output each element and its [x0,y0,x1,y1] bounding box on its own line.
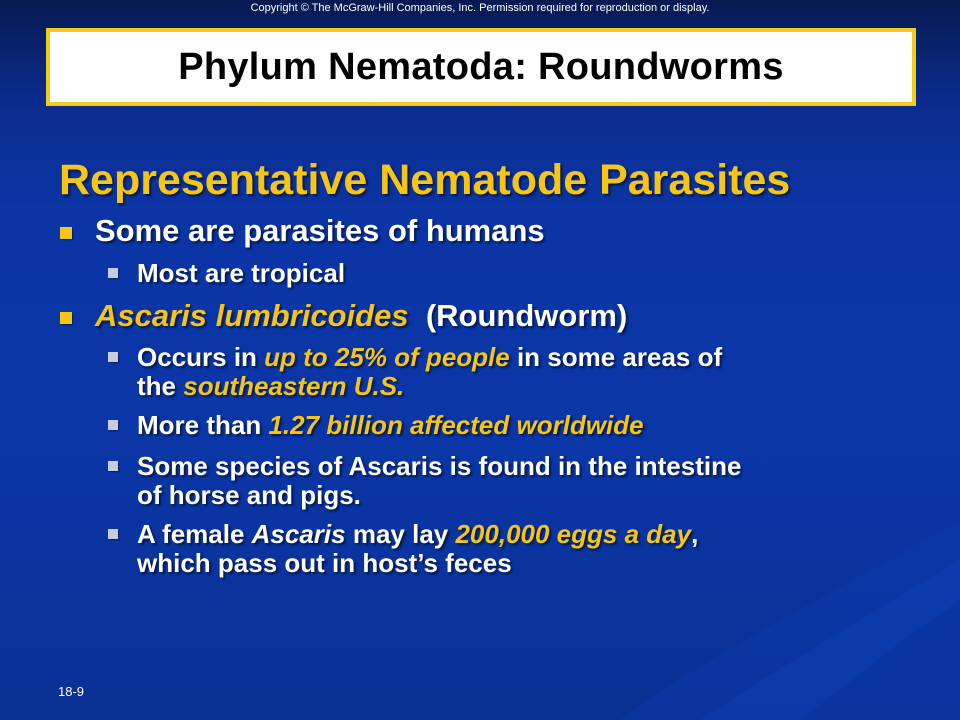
text-run: the [137,371,184,401]
sub-bullet-item [137,412,644,438]
text-run: , [691,519,699,549]
highlight-text: 200,000 eggs a day [455,519,692,549]
italic-text: Ascaris [251,519,346,549]
text-run: may lay [345,519,456,549]
slide-title: Phylum Nematoda: Roundworms [178,45,784,88]
sub-bullet-square-icon [108,461,118,471]
bullet-square-icon [60,312,72,324]
text-run: More than [137,410,269,440]
copyright-notice: Copyright © The McGraw-Hill Companies, Inc. Permission required for reproduction or display. [250,2,710,14]
bullet-square-icon [60,227,72,239]
sub-bullet-square-icon [108,420,118,430]
bullet-item: Some are parasites of humans [95,213,545,248]
text-run: in some areas of [509,342,723,372]
sub-bullet-item-continued [137,373,404,399]
sub-bullet-item-continued: which pass out in host’s feces [137,548,512,578]
species-name: Ascaris lumbricoides [95,298,409,333]
sub-bullet-item [137,521,698,547]
bullet-item [95,299,627,333]
common-name: (Roundworm) [425,298,628,333]
sub-bullet-item [137,344,722,370]
highlight-text: up to 25% of people [264,342,510,372]
highlight-text: 1.27 billion affected worldwide [268,410,644,440]
sub-bullet-square-icon [108,352,118,362]
text-run: Occurs in [137,342,265,372]
highlight-text: southeastern U.S. [183,371,405,401]
sub-bullet-square-icon [108,529,118,539]
sub-bullet-square-icon [108,268,118,278]
sub-bullet-item: Some species of Ascaris is found in the intestine [137,451,742,481]
sub-bullet-item: Most are tropical [137,258,346,288]
title-box [46,28,916,106]
text-run: A female [137,519,252,549]
slide-number: 18-9 [58,684,85,699]
section-heading: Representative Nematode Parasites [59,156,791,204]
sub-bullet-item-continued: of horse and pigs. [137,480,361,510]
